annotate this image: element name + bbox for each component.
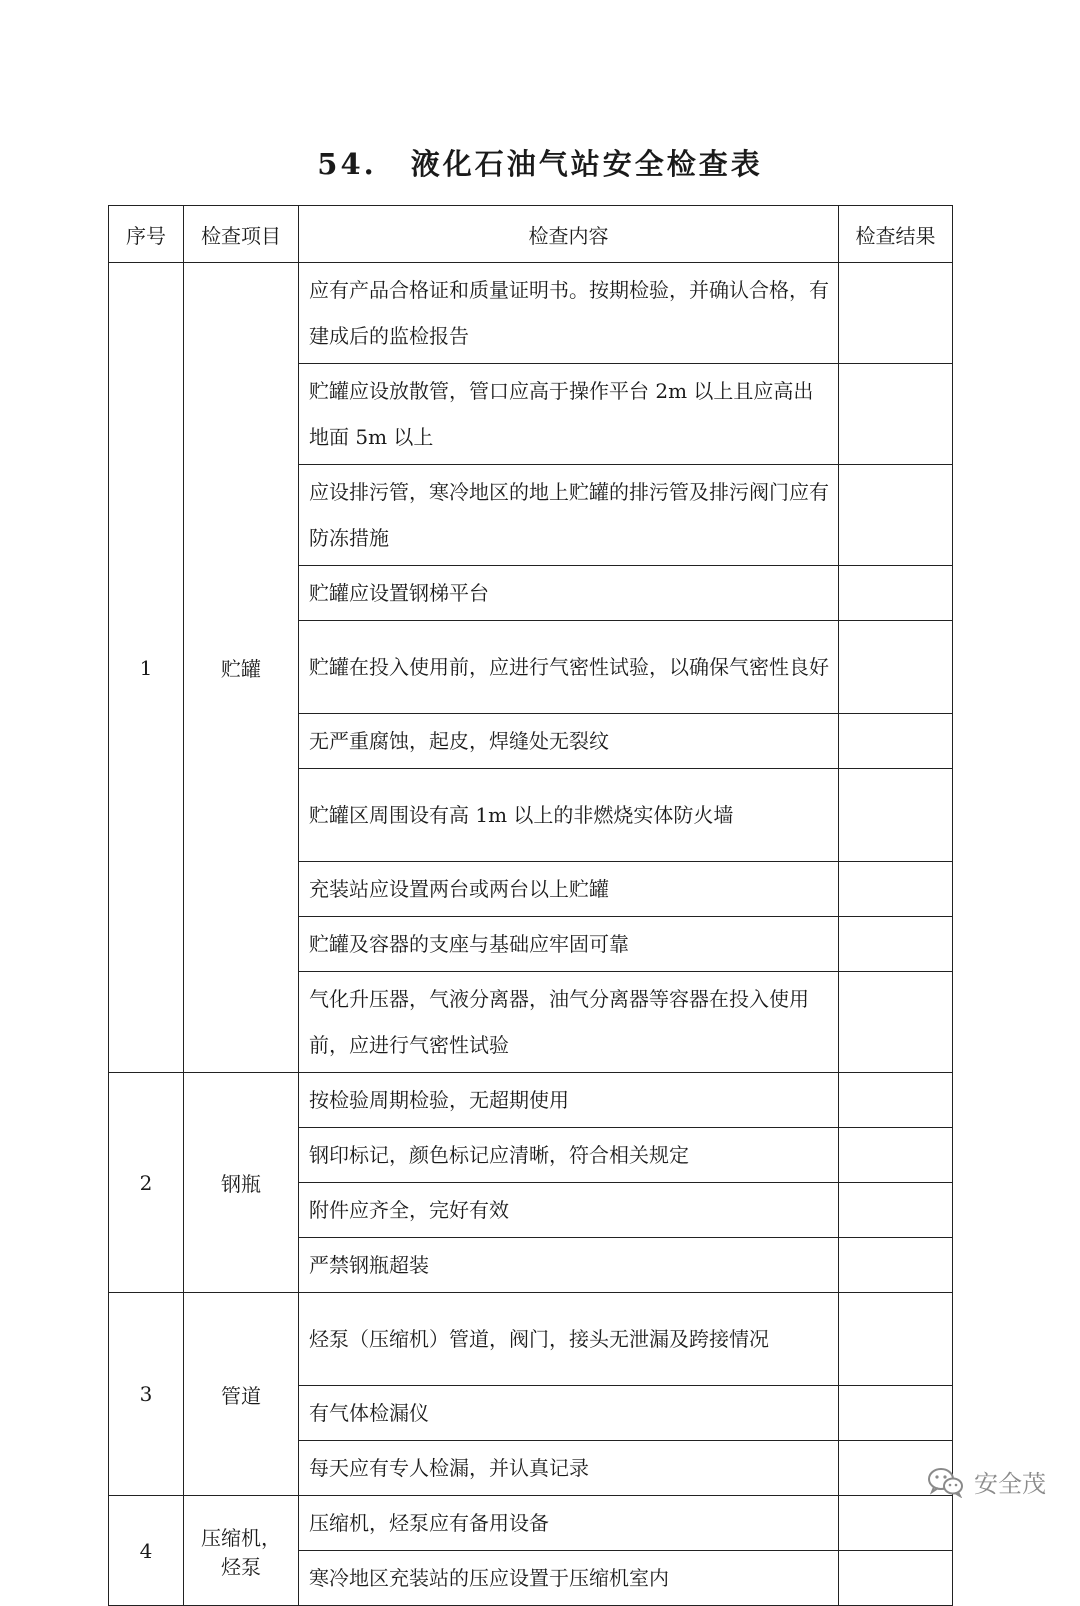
- row-content: 附件应齐全，完好有效: [299, 1183, 839, 1238]
- header-content: 检查内容: [299, 206, 839, 263]
- row-content: 应有产品合格证和质量证明书。按期检验，并确认合格，有建成后的监检报告: [299, 263, 839, 364]
- inspection-table: [108, 205, 953, 1606]
- row-content: 贮罐及容器的支座与基础应牢固可靠: [299, 917, 839, 972]
- row-content: 烃泵（压缩机）管道，阀门，接头无泄漏及跨接情况: [299, 1293, 839, 1386]
- wechat-icon: [926, 1466, 966, 1498]
- watermark-text: 安全茂: [974, 1470, 1046, 1498]
- row-result-cell[interactable]: [839, 769, 953, 862]
- table-row: [109, 1293, 953, 1386]
- row-content: 有气体检漏仪: [299, 1386, 839, 1441]
- table-row: [109, 1073, 953, 1128]
- row-content: 应设排污管，寒冷地区的地上贮罐的排污管及排污阀门应有防冻措施: [299, 465, 839, 566]
- row-content: 无严重腐蚀，起皮，焊缝处无裂纹: [299, 714, 839, 769]
- watermark: [926, 1464, 1046, 1499]
- row-content: 气化升压器，气液分离器，油气分离器等容器在投入使用前，应进行气密性试验: [299, 972, 839, 1073]
- row-content: 钢印标记，颜色标记应清晰，符合相关规定: [299, 1128, 839, 1183]
- row-content: 寒冷地区充装站的压应设置于压缩机室内: [299, 1551, 839, 1606]
- row-content: 严禁钢瓶超装: [299, 1238, 839, 1293]
- page-title: [0, 142, 1080, 183]
- row-content: 贮罐区周围设有高 1m 以上的非燃烧实体防火墙: [299, 769, 839, 862]
- row-result-cell[interactable]: [839, 566, 953, 621]
- row-seq: 3: [109, 1293, 184, 1496]
- table-row: [109, 263, 953, 364]
- row-content: 贮罐应设置钢梯平台: [299, 566, 839, 621]
- row-item: 压缩机， 烃泵: [184, 1496, 299, 1606]
- row-item: 贮罐: [184, 263, 299, 1073]
- row-result-cell[interactable]: [839, 1386, 953, 1441]
- row-result-cell[interactable]: [839, 714, 953, 769]
- title-number: 54.: [317, 147, 377, 181]
- row-result-cell[interactable]: [839, 917, 953, 972]
- row-seq: 1: [109, 263, 184, 1073]
- header-row: [109, 206, 953, 263]
- row-item: 钢瓶: [184, 1073, 299, 1293]
- header-result: 检查结果: [839, 206, 953, 263]
- row-result-cell[interactable]: [839, 1551, 953, 1606]
- row-result-cell[interactable]: [839, 621, 953, 714]
- row-result-cell[interactable]: [839, 465, 953, 566]
- row-content: 每天应有专人检漏，并认真记录: [299, 1441, 839, 1496]
- row-result-cell[interactable]: [839, 1496, 953, 1551]
- row-result-cell[interactable]: [839, 972, 953, 1073]
- row-result-cell[interactable]: [839, 1183, 953, 1238]
- row-item: 管道: [184, 1293, 299, 1496]
- header-item: 检查项目: [184, 206, 299, 263]
- table-row: [109, 1496, 953, 1551]
- table-body: [109, 263, 953, 1606]
- row-content: 贮罐应设放散管，管口应高于操作平台 2m 以上且应高出地面 5m 以上: [299, 364, 839, 465]
- row-content: 充装站应设置两台或两台以上贮罐: [299, 862, 839, 917]
- row-result-cell[interactable]: [839, 862, 953, 917]
- row-content: 按检验周期检验，无超期使用: [299, 1073, 839, 1128]
- row-seq: 4: [109, 1496, 184, 1606]
- title-text: 液化石油气站安全检查表: [410, 147, 763, 181]
- row-result-cell[interactable]: [839, 1073, 953, 1128]
- row-content: 压缩机，烃泵应有备用设备: [299, 1496, 839, 1551]
- header-seq: 序号: [109, 206, 184, 263]
- row-result-cell[interactable]: [839, 1293, 953, 1386]
- row-result-cell[interactable]: [839, 263, 953, 364]
- row-seq: 2: [109, 1073, 184, 1293]
- row-result-cell[interactable]: [839, 364, 953, 465]
- row-result-cell[interactable]: [839, 1238, 953, 1293]
- row-result-cell[interactable]: [839, 1128, 953, 1183]
- row-content: 贮罐在投入使用前，应进行气密性试验，以确保气密性良好: [299, 621, 839, 714]
